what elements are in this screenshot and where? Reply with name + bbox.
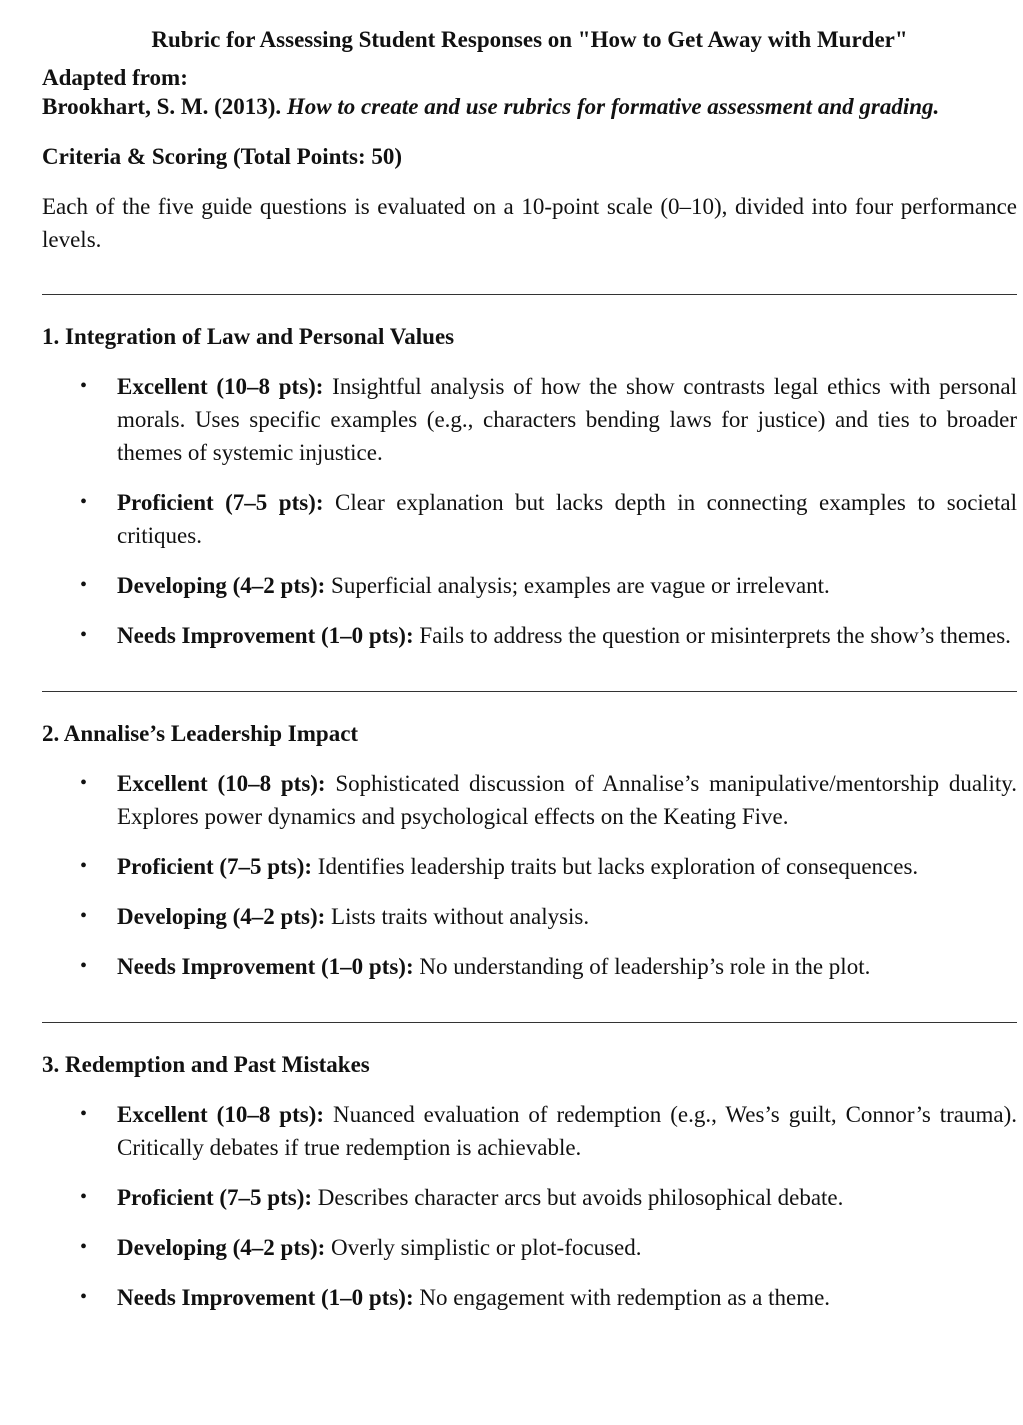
bullet-icon: • bbox=[80, 1186, 88, 1208]
section-divider bbox=[42, 294, 1017, 295]
performance-levels-list bbox=[42, 767, 1017, 983]
performance-level-item bbox=[42, 569, 1017, 602]
level-description: No engagement with redemption as a theme. bbox=[413, 1285, 831, 1310]
performance-levels-list bbox=[42, 370, 1017, 652]
citation-title: How to create and use rubrics for formative assessment and grading. bbox=[286, 94, 940, 119]
bullet-icon: • bbox=[80, 574, 88, 596]
performance-level-item bbox=[42, 486, 1017, 552]
bullet-icon: • bbox=[80, 772, 88, 794]
bullet-icon: • bbox=[80, 375, 88, 397]
performance-level-item bbox=[42, 1231, 1017, 1264]
section-spacer bbox=[42, 1331, 1017, 1353]
document-page bbox=[42, 24, 1017, 1353]
rubric-section bbox=[42, 322, 1017, 652]
bullet-icon: • bbox=[80, 855, 88, 877]
level-description: Overly simplistic or plot-focused. bbox=[325, 1235, 642, 1260]
level-label: Needs Improvement (1–0 pts): bbox=[117, 1285, 414, 1310]
level-label: Excellent (10–8 pts): bbox=[117, 1102, 324, 1127]
level-description: Describes character arcs but avoids philosophical debate. bbox=[312, 1185, 844, 1210]
performance-level-item bbox=[42, 850, 1017, 883]
level-label: Needs Improvement (1–0 pts): bbox=[117, 954, 414, 979]
performance-level-item bbox=[42, 1281, 1017, 1314]
section-spacer bbox=[42, 669, 1017, 691]
section-spacer bbox=[42, 1000, 1017, 1022]
bullet-icon: • bbox=[80, 1103, 88, 1125]
section-title: 1. Integration of Law and Personal Values bbox=[42, 324, 455, 349]
level-description: Identifies leadership traits but lacks exploration of consequences. bbox=[312, 854, 919, 879]
level-label: Excellent (10–8 pts): bbox=[117, 374, 324, 399]
intro-paragraph: Each of the five guide questions is evaluated on a 10-point scale (0–10), divided into four performance levels. bbox=[42, 194, 1017, 252]
level-label: Needs Improvement (1–0 pts): bbox=[117, 623, 414, 648]
performance-level-item bbox=[42, 1181, 1017, 1214]
performance-levels-list bbox=[42, 1098, 1017, 1314]
rubric-section bbox=[42, 719, 1017, 983]
level-label: Developing (4–2 pts): bbox=[117, 904, 326, 929]
level-description: Lists traits without analysis. bbox=[325, 904, 590, 929]
performance-level-item bbox=[42, 950, 1017, 983]
level-description: Insightful analysis of how the show contrasts legal ethics with personal morals. Uses specific examples (e.g., characters bending laws for justice) and ties to broader themes of systemic injustice. bbox=[117, 374, 1017, 465]
section-divider bbox=[42, 691, 1017, 692]
rubric-sections bbox=[42, 294, 1017, 1353]
level-description: Superficial analysis; examples are vague or irrelevant. bbox=[325, 573, 830, 598]
adapted-from-label: Adapted from: bbox=[42, 65, 188, 90]
performance-level-item bbox=[42, 619, 1017, 652]
level-description: Clear explanation but lacks depth in connecting examples to societal critiques. bbox=[117, 490, 1017, 548]
performance-level-item bbox=[42, 370, 1017, 469]
level-description: Nuanced evaluation of redemption (e.g., Wes’s guilt, Connor’s trauma). Critically debates if true redemption is achievable. bbox=[117, 1102, 1018, 1160]
citation bbox=[42, 92, 1017, 122]
rubric-section bbox=[42, 1050, 1017, 1314]
performance-level-item bbox=[42, 1098, 1017, 1164]
citation-author: Brookhart, S. M. (2013). bbox=[42, 94, 282, 119]
bullet-icon: • bbox=[80, 905, 88, 927]
performance-level-item bbox=[42, 767, 1017, 833]
performance-level-item bbox=[42, 900, 1017, 933]
level-label: Proficient (7–5 pts): bbox=[117, 1185, 313, 1210]
bullet-icon: • bbox=[80, 955, 88, 977]
level-description: Sophisticated discussion of Annalise’s manipulative/mentorship duality. Explores power dynamics and psychological effects on the Keating Five. bbox=[117, 771, 1017, 829]
level-label: Proficient (7–5 pts): bbox=[117, 854, 313, 879]
level-description: No understanding of leadership’s role in the plot. bbox=[413, 954, 871, 979]
section-divider bbox=[42, 1022, 1017, 1023]
level-label: Proficient (7–5 pts): bbox=[117, 490, 324, 515]
bullet-icon: • bbox=[80, 1286, 88, 1308]
level-label: Developing (4–2 pts): bbox=[117, 1235, 326, 1260]
bullet-icon: • bbox=[80, 491, 88, 513]
bullet-icon: • bbox=[80, 624, 88, 646]
section-title: 3. Redemption and Past Mistakes bbox=[42, 1052, 370, 1077]
document-title: Rubric for Assessing Student Responses on "How to Get Away with Murder" bbox=[151, 27, 908, 52]
level-description: Fails to address the question or misinterprets the show’s themes. bbox=[413, 623, 1011, 648]
criteria-heading: Criteria & Scoring (Total Points: 50) bbox=[42, 144, 403, 169]
level-label: Excellent (10–8 pts): bbox=[117, 771, 326, 796]
bullet-icon: • bbox=[80, 1236, 88, 1258]
section-title: 2. Annalise’s Leadership Impact bbox=[42, 721, 359, 746]
level-label: Developing (4–2 pts): bbox=[117, 573, 326, 598]
